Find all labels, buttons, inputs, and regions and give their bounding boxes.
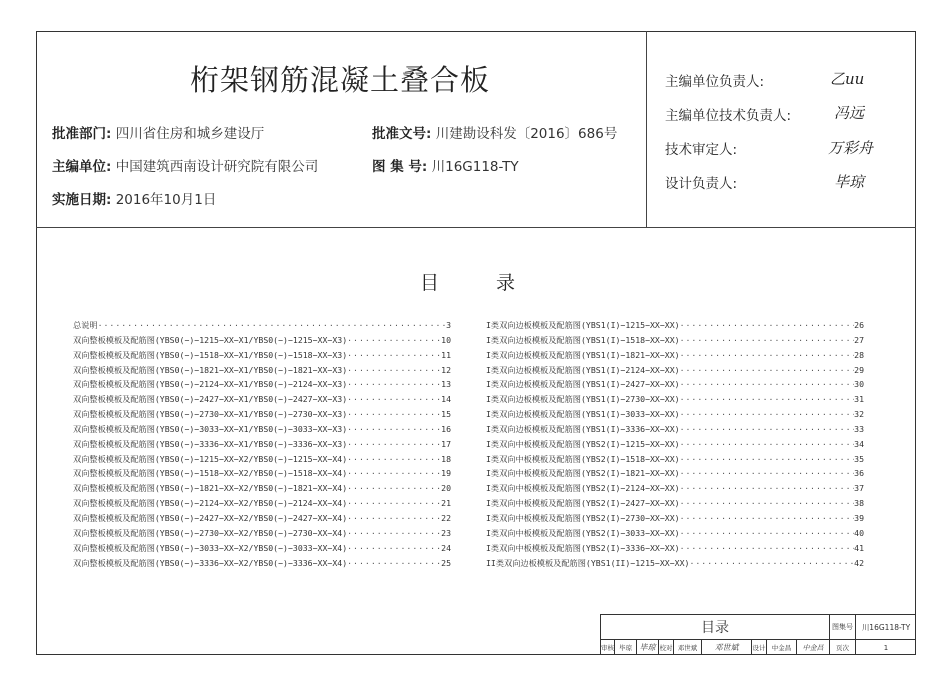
toc-entry-title: I类双向中板模板及配筋图(YBS2(I)−2730−XX−XX)	[486, 512, 680, 523]
effective-date-label: 实施日期	[52, 192, 106, 208]
toc-leader-dots	[680, 437, 855, 452]
toc-entry-page: 39	[854, 512, 864, 523]
toc-entry-page: 21	[441, 498, 451, 509]
toc-entry-page: 33	[854, 423, 864, 434]
toc-entry	[486, 452, 864, 467]
responsible-role-3: 技术审定人:	[665, 142, 738, 158]
tb-atlas-value: 川16G118-TY	[856, 615, 916, 640]
tb-review-label: 审核	[601, 640, 615, 655]
toc-entry-title: 双向整板模板及配筋图(YBS0(−)−3336−XX−X1/YBS0(−)−3336−XX−X3)	[73, 438, 348, 449]
toc-entry	[486, 541, 864, 556]
chief-unit-value: 中国建筑西南设计研究院有限公司	[115, 159, 319, 175]
tb-checker-signature: 邓世斌	[702, 640, 752, 655]
toc-entry-title: I类双向中板模板及配筋图(YBS2(I)−1821−XX−XX)	[486, 468, 680, 479]
toc-entry	[486, 407, 864, 422]
toc-entry-title: I类双向边板模板及配筋图(YBS1(I)−1518−XX−XX)	[486, 334, 680, 345]
toc-entry	[73, 511, 451, 526]
toc-entry-title: 双向整板模板及配筋图(YBS0(−)−1518−XX−X1/YBS0(−)−1518−XX−X3)	[73, 349, 348, 360]
responsible-role-1: 主编单位负责人:	[665, 74, 765, 90]
signature-4: 毕琼	[834, 173, 865, 191]
toc-entry-page: 35	[854, 453, 864, 464]
tb-atlas-label: 图集号	[830, 615, 856, 640]
chief-unit-label: 主编单位	[52, 159, 106, 175]
toc-entry-title: 双向整板模板及配筋图(YBS0(−)−2730−XX−X2/YBS0(−)−2730−XX−X4)	[73, 527, 348, 538]
toc-entry	[73, 452, 451, 467]
toc-entry-title: I类双向边板模板及配筋图(YBS1(I)−3033−XX−XX)	[486, 409, 680, 420]
atlas-no: 图 集 号: 川16G118-TY	[372, 159, 519, 175]
toc-entry-page: 32	[854, 409, 864, 420]
toc-entry-title: 双向整板模板及配筋图(YBS0(−)−2124−XX−X1/YBS0(−)−2124−XX−X3)	[73, 379, 348, 390]
toc-entry-title: 双向整板模板及配筋图(YBS0(−)−1821−XX−X1/YBS0(−)−1821−XX−X3)	[73, 364, 348, 375]
toc-entry-page: 12	[441, 364, 451, 375]
toc-entry-title: I类双向边板模板及配筋图(YBS1(I)−2427−XX−XX)	[486, 379, 680, 390]
toc-leader-dots	[680, 363, 855, 378]
toc-leader-dots	[347, 422, 441, 437]
toc-leader-dots	[689, 556, 854, 571]
toc-entry	[73, 496, 451, 511]
toc-entry	[486, 526, 864, 541]
toc-entry	[486, 318, 864, 333]
toc-entry-page: 19	[441, 468, 451, 479]
toc-entry	[73, 481, 451, 496]
toc-entry	[486, 437, 864, 452]
toc-leader-dots	[98, 318, 446, 333]
toc-entry	[73, 437, 451, 452]
toc-entry-title: I类双向中板模板及配筋图(YBS2(I)−2124−XX−XX)	[486, 483, 680, 494]
tb-checker: 邓世斌	[674, 640, 702, 655]
toc-entry-page: 24	[441, 542, 451, 553]
toc-leader-dots	[347, 348, 441, 363]
toc-right-column	[486, 318, 864, 570]
toc-entry-page: 20	[441, 483, 451, 494]
approval-doc: 批准文号: 川建勘设科发〔2016〕686号	[372, 126, 618, 142]
toc-entry-page: 17	[441, 438, 451, 449]
toc-entry-title: I类双向中板模板及配筋图(YBS2(I)−3336−XX−XX)	[486, 542, 680, 553]
toc-leader-dots	[347, 556, 441, 571]
toc-title-right: 录	[496, 272, 516, 294]
toc-entry	[73, 333, 451, 348]
toc-leader-dots	[680, 511, 855, 526]
header-divider	[36, 227, 916, 228]
tb-designer: 中金昌	[767, 640, 797, 655]
toc-entry	[486, 348, 864, 363]
toc-leader-dots	[680, 452, 855, 467]
tb-page-label: 页次	[830, 640, 856, 655]
toc-entry-title: I类双向中板模板及配筋图(YBS2(I)−1518−XX−XX)	[486, 453, 680, 464]
toc-entry-page: 29	[854, 364, 864, 375]
toc-entry-page: 25	[441, 557, 451, 568]
toc-entry-page: 38	[854, 498, 864, 509]
toc-entry	[486, 392, 864, 407]
toc-entry	[73, 348, 451, 363]
approval-dept: 批准部门: 四川省住房和城乡建设厅	[52, 126, 265, 142]
toc-entry-page: 16	[441, 423, 451, 434]
toc-leader-dots	[347, 541, 441, 556]
toc-entry-title: 总说明	[73, 320, 98, 330]
atlas-no-label: 图 集 号	[372, 159, 422, 175]
toc-entry-title: 双向整板模板及配筋图(YBS0(−)−1518−XX−X2/YBS0(−)−1518−XX−X4)	[73, 468, 348, 479]
toc-entry-title: I类双向边板模板及配筋图(YBS1(I)−1215−XX−XX)	[486, 320, 680, 330]
toc-leader-dots	[347, 452, 441, 467]
toc-entry	[73, 392, 451, 407]
toc-entry	[73, 377, 451, 392]
toc-leader-dots	[347, 363, 441, 378]
toc-entry-page: 28	[854, 349, 864, 360]
toc-entry-page: 18	[441, 453, 451, 464]
responsibles-divider	[646, 31, 647, 227]
toc-entry-title: I类双向边板模板及配筋图(YBS1(I)−3336−XX−XX)	[486, 423, 680, 434]
tb-reviewer: 毕琼	[615, 640, 637, 655]
toc-leader-dots	[347, 407, 441, 422]
toc-entry-title: I类双向中板模板及配筋图(YBS2(I)−3033−XX−XX)	[486, 527, 680, 538]
title-block	[600, 614, 916, 655]
toc-entry-title: 双向整板模板及配筋图(YBS0(−)−2124−XX−X2/YBS0(−)−2124−XX−X4)	[73, 498, 348, 509]
toc-leader-dots	[347, 392, 441, 407]
toc-entry-page: 34	[854, 438, 864, 449]
toc-title-left: 目	[420, 272, 440, 294]
toc-entry	[486, 511, 864, 526]
toc-entry-title: 双向整板模板及配筋图(YBS0(−)−3033−XX−X1/YBS0(−)−3033−XX−X3)	[73, 423, 348, 434]
responsible-role-2: 主编单位技术负责人:	[665, 108, 792, 124]
toc-entry	[486, 422, 864, 437]
toc-entry	[486, 481, 864, 496]
toc-leader-dots	[347, 333, 441, 348]
toc-entry	[73, 318, 451, 333]
toc-entry-page: 3	[446, 320, 451, 330]
toc-entry-page: 41	[854, 542, 864, 553]
toc-entry	[73, 422, 451, 437]
toc-entry	[486, 377, 864, 392]
toc-entry-page: 14	[441, 394, 451, 405]
toc-entry-title: I类双向中板模板及配筋图(YBS2(I)−2427−XX−XX)	[486, 498, 680, 509]
toc-entry	[486, 363, 864, 378]
toc-entry-title: 双向整板模板及配筋图(YBS0(−)−1215−XX−X1/YBS0(−)−1215−XX−X3)	[73, 334, 348, 345]
tb-design-label: 设计	[752, 640, 767, 655]
signature-2: 冯远	[834, 104, 865, 122]
toc-entry	[73, 541, 451, 556]
toc-entry-title: I类双向边板模板及配筋图(YBS1(I)−1821−XX−XX)	[486, 349, 680, 360]
toc-entry	[73, 407, 451, 422]
toc-entry-page: 36	[854, 468, 864, 479]
toc-leader-dots	[680, 466, 855, 481]
toc-entry-page: 13	[441, 379, 451, 390]
toc-leader-dots	[347, 466, 441, 481]
page-title: 桁架钢筋混凝土叠合板	[189, 63, 490, 97]
toc-entry-page: 27	[854, 334, 864, 345]
atlas-no-value: 川16G118-TY	[431, 159, 519, 175]
approval-dept-label: 批准部门	[52, 126, 106, 142]
toc-entry-title: 双向整板模板及配筋图(YBS0(−)−2730−XX−X1/YBS0(−)−2730−XX−X3)	[73, 409, 348, 420]
toc-leader-dots	[680, 526, 855, 541]
toc-leader-dots	[347, 377, 441, 392]
effective-date: 实施日期: 2016年10月1日	[52, 192, 217, 208]
toc-leader-dots	[680, 407, 855, 422]
toc-leader-dots	[680, 348, 855, 363]
toc-leader-dots	[680, 541, 855, 556]
signature-3: 万彩舟	[828, 139, 874, 157]
toc-entry-page: 31	[854, 394, 864, 405]
toc-entry-title: 双向整板模板及配筋图(YBS0(−)−1215−XX−X2/YBS0(−)−1215−XX−X4)	[73, 453, 348, 464]
toc-entry-title: 双向整板模板及配筋图(YBS0(−)−1821−XX−X2/YBS0(−)−1821−XX−X4)	[73, 483, 348, 494]
toc-entry	[486, 556, 864, 571]
toc-entry	[73, 526, 451, 541]
toc-leader-dots	[680, 481, 855, 496]
toc-entry-title: 双向整板模板及配筋图(YBS0(−)−2427−XX−X1/YBS0(−)−2427−XX−X3)	[73, 394, 348, 405]
toc-entry-page: 26	[854, 320, 864, 330]
chief-unit: 主编单位: 中国建筑西南设计研究院有限公司	[52, 159, 319, 175]
toc-entry	[486, 333, 864, 348]
responsible-role-4: 设计负责人:	[665, 176, 738, 192]
toc-leader-dots	[680, 392, 855, 407]
toc-entry	[486, 466, 864, 481]
toc-entry-page: 30	[854, 379, 864, 390]
toc-entry-title: 双向整板模板及配筋图(YBS0(−)−3033−XX−X2/YBS0(−)−3033−XX−X4)	[73, 542, 348, 553]
toc-entry-page: 37	[854, 483, 864, 494]
toc-entry-page: 11	[441, 349, 451, 360]
toc-leader-dots	[347, 437, 441, 452]
toc-entry-page: 15	[441, 409, 451, 420]
toc-leader-dots	[347, 511, 441, 526]
toc-leader-dots	[347, 496, 441, 511]
toc-leader-dots	[680, 496, 855, 511]
toc-entry	[73, 466, 451, 481]
toc-leader-dots	[347, 481, 441, 496]
toc-entry-title: 双向整板模板及配筋图(YBS0(−)−2427−XX−X2/YBS0(−)−2427−XX−X4)	[73, 512, 348, 523]
effective-date-value: 2016年10月1日	[115, 192, 217, 208]
approval-doc-value: 川建勘设科发〔2016〕686号	[435, 126, 618, 142]
toc-entry	[73, 556, 451, 571]
toc-leader-dots	[680, 333, 855, 348]
toc-entry	[486, 496, 864, 511]
toc-entry-page: 40	[854, 527, 864, 538]
toc-leader-dots	[347, 526, 441, 541]
toc-entry-page: 22	[441, 512, 451, 523]
tb-check-label: 校对	[659, 640, 674, 655]
tb-designer-signature: 中金昌	[797, 640, 830, 655]
signature-1: 乙ии	[830, 70, 865, 88]
approval-doc-label: 批准文号	[372, 126, 426, 142]
toc-entry-title: I类双向边板模板及配筋图(YBS1(I)−2730−XX−XX)	[486, 394, 680, 405]
toc-entry-title: I类双向中板模板及配筋图(YBS2(I)−1215−XX−XX)	[486, 438, 680, 449]
toc-entry-page: 23	[441, 527, 451, 538]
toc-entry-page: 42	[854, 557, 864, 568]
toc-leader-dots	[680, 377, 855, 392]
tb-reviewer-signature: 毕琼	[637, 640, 659, 655]
toc-leader-dots	[680, 318, 855, 333]
toc-entry-page: 10	[441, 334, 451, 345]
tb-page-value: 1	[883, 643, 889, 652]
toc-leader-dots	[680, 422, 855, 437]
toc-left-column	[73, 318, 451, 570]
sheet-title: 目录	[601, 615, 830, 640]
toc-entry	[73, 363, 451, 378]
toc-entry-title: 双向整板模板及配筋图(YBS0(−)−3336−XX−X2/YBS0(−)−3336−XX−X4)	[73, 557, 348, 568]
approval-dept-value: 四川省住房和城乡建设厅	[115, 126, 265, 142]
toc-entry-title: II类双向边板模板及配筋图(YBS1(II)−1215−XX−XX)	[486, 557, 690, 568]
toc-entry-title: I类双向边板模板及配筋图(YBS1(I)−2124−XX−XX)	[486, 364, 680, 375]
